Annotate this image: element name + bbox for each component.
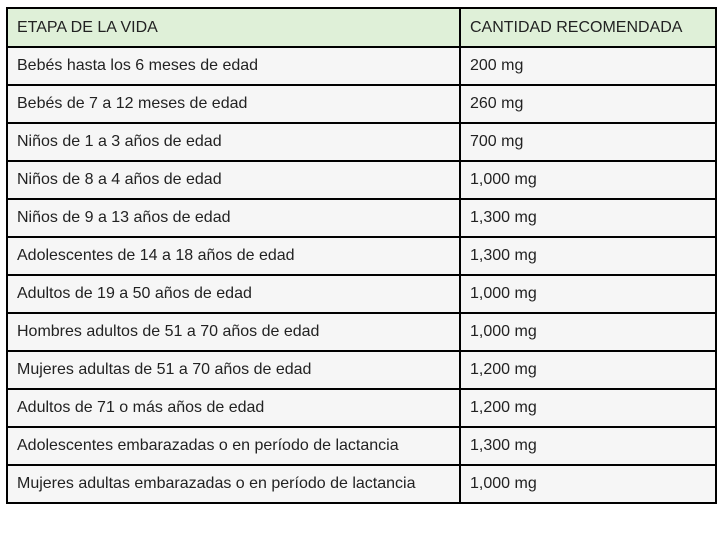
life-stage-cell: Adultos de 19 a 50 años de edad — [7, 275, 460, 313]
table-row — [7, 427, 716, 465]
amount-cell: 1,300 mg — [460, 199, 716, 237]
amount-cell: 1,000 mg — [460, 161, 716, 199]
recommendation-table-container — [6, 7, 715, 504]
table-row — [7, 161, 716, 199]
amount-cell: 1,200 mg — [460, 351, 716, 389]
amount-cell: 1,000 mg — [460, 275, 716, 313]
recommendation-table — [6, 7, 717, 504]
life-stage-cell: Niños de 9 a 13 años de edad — [7, 199, 460, 237]
table-row — [7, 47, 716, 85]
life-stage-cell: Adolescentes de 14 a 18 años de edad — [7, 237, 460, 275]
table-row — [7, 85, 716, 123]
table-row — [7, 313, 716, 351]
table-row — [7, 123, 716, 161]
life-stage-cell: Hombres adultos de 51 a 70 años de edad — [7, 313, 460, 351]
header-recommended-amount: CANTIDAD RECOMENDADA — [460, 8, 716, 47]
life-stage-cell: Niños de 8 a 4 años de edad — [7, 161, 460, 199]
life-stage-cell: Bebés hasta los 6 meses de edad — [7, 47, 460, 85]
life-stage-cell: Mujeres adultas de 51 a 70 años de edad — [7, 351, 460, 389]
life-stage-cell: Bebés de 7 a 12 meses de edad — [7, 85, 460, 123]
table-row — [7, 389, 716, 427]
amount-cell: 1,300 mg — [460, 427, 716, 465]
amount-cell: 1,000 mg — [460, 313, 716, 351]
life-stage-cell: Adolescentes embarazadas o en período de lactancia — [7, 427, 460, 465]
life-stage-cell: Niños de 1 a 3 años de edad — [7, 123, 460, 161]
amount-cell: 200 mg — [460, 47, 716, 85]
life-stage-cell: Adultos de 71 o más años de edad — [7, 389, 460, 427]
table-row — [7, 275, 716, 313]
amount-cell: 260 mg — [460, 85, 716, 123]
table-row — [7, 351, 716, 389]
amount-cell: 700 mg — [460, 123, 716, 161]
table-row — [7, 237, 716, 275]
life-stage-cell: Mujeres adultas embarazadas o en período de lactancia — [7, 465, 460, 503]
amount-cell: 1,300 mg — [460, 237, 716, 275]
table-row — [7, 199, 716, 237]
header-life-stage: ETAPA DE LA VIDA — [7, 8, 460, 47]
amount-cell: 1,000 mg — [460, 465, 716, 503]
table-row — [7, 465, 716, 503]
table-header-row — [7, 8, 716, 47]
amount-cell: 1,200 mg — [460, 389, 716, 427]
